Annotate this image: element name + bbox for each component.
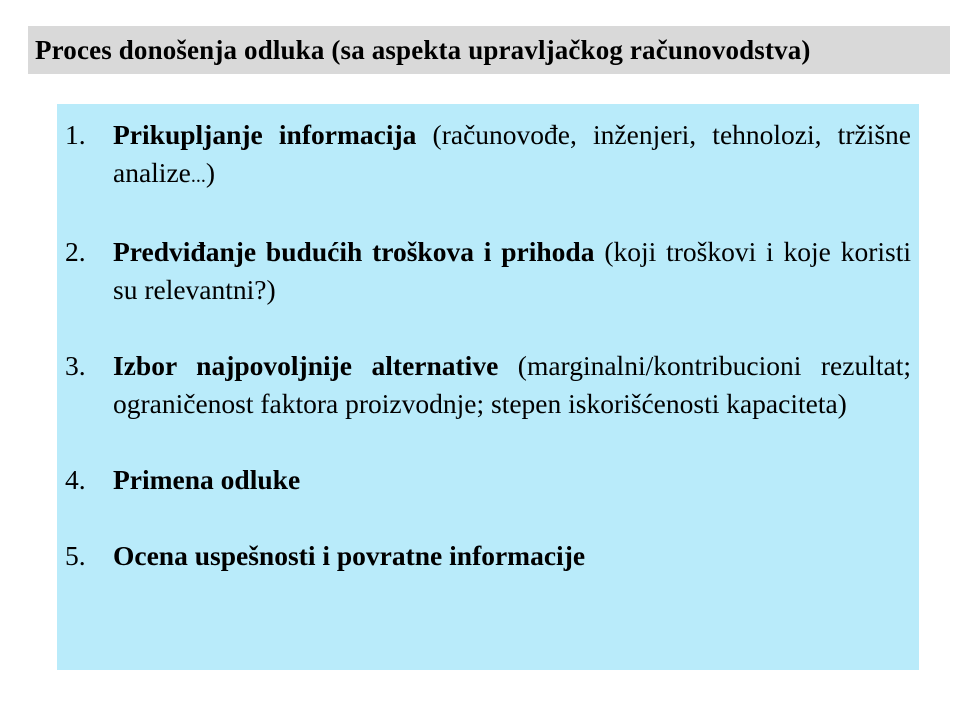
list-item-ellipsis: ... [190, 165, 206, 187]
list-item-3 [65, 347, 911, 423]
slide-title-bar [28, 26, 950, 74]
list-item-closing: ) [205, 157, 216, 188]
list-item-text [113, 537, 911, 575]
list-item-2 [65, 233, 911, 309]
list-item-text [113, 233, 911, 309]
list-item-number: 4. [65, 464, 86, 495]
list-item-detail: (marginalni/kontribucioni rezultat; ograničenost faktora proizvodnje; stepen iskorišćenosti kapaciteta) [113, 350, 911, 419]
list-item-heading: Izbor najpovoljnije alternative [113, 350, 499, 381]
list-item-4 [65, 461, 911, 499]
list-item-number: 3. [65, 350, 86, 381]
list-item-detail: (računovođe, inženjeri, tehnolozi, tržišne analize [113, 119, 911, 188]
list-item-text [113, 461, 911, 499]
slide-title: Proces donošenja odluka (sa aspekta upravljačkog računovodstva) [35, 34, 811, 65]
list-item-number: 2. [65, 236, 86, 267]
content-box [57, 104, 919, 670]
list-item-1 [65, 116, 911, 195]
list-item-text [113, 347, 911, 423]
list-item-heading: Primena odluke [113, 464, 301, 495]
list-item-number: 5. [65, 540, 86, 571]
list-item-heading: Prikupljanje informacija [113, 119, 417, 150]
list-item-heading: Predviđanje budućih troškova i prihoda [113, 236, 595, 267]
list-item-heading: Ocena uspešnosti i povratne informacije [113, 540, 586, 571]
list-item-text [113, 116, 911, 195]
list-item-5 [65, 537, 911, 575]
list-item-number: 1. [65, 119, 86, 150]
list-item-detail: (koji troškovi i koje koristi su relevantni?) [113, 236, 911, 305]
